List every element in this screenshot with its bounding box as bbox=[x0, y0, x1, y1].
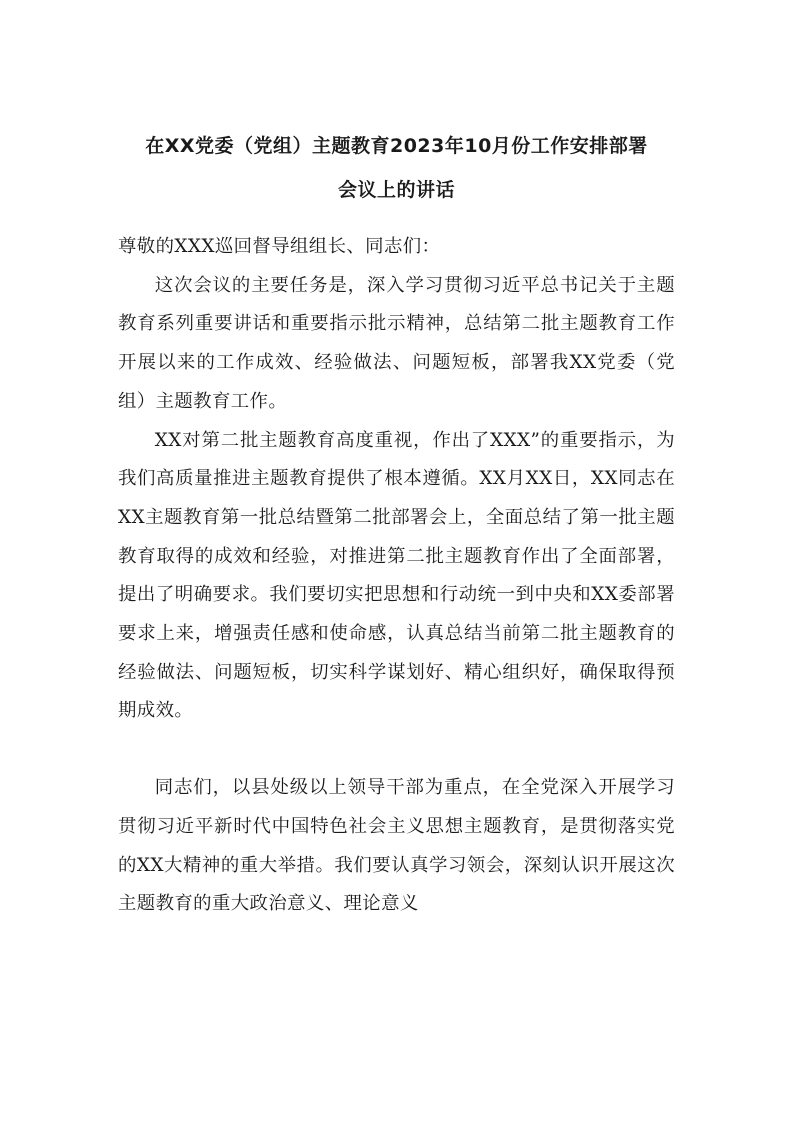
salutation: 尊敬的XXX巡回督导组组长、同志们： bbox=[118, 236, 441, 257]
document-title-line-1: 在XX党委（党组）主题教育2023年10月份工作安排部署 bbox=[145, 135, 648, 157]
paragraph-1: 这次会议的主要任务是，深入学习贯彻习近平总书记关于主题教育系列重要讲话和重要指示批示精神，总结第二批主题教育工作开展以来的工作成效、经验做法、问题短板，部署我XX党委（党组）主题教育工作。 bbox=[118, 274, 675, 412]
document-body bbox=[118, 228, 675, 924]
paragraph-2: XX对第二批主题教育高度重视，作出了XXX”的重要指示，为我们高质量推进主题教育提供了根本遵循。XX月XX日，XX同志在XX主题教育第一批总结暨第二批部署会上，全面总结了第一批主题教育取得的成效和经验，对推进第二批主题教育作出了全面部署，提出了明确要求。我们要切实把思想和行动统一到中央和XX委部署要求上来，增强责任感和使命感，认真总结当前第二批主题教育的经验做法、问题短板，切实科学谋划好、精心组织好，确保取得预期成效。 bbox=[118, 429, 675, 722]
paragraph-3: 同志们，以县处级以上领导干部为重点，在全党深入开展学习贯彻习近平新时代中国特色社会主义思想主题教育，是贯彻落实党的XX大精神的重大举措。我们要认真学习领会，深刻认识开展这次主题教育的重大政治意义、理论意义 bbox=[118, 777, 675, 915]
document-title-line-2: 会议上的讲话 bbox=[337, 179, 455, 201]
